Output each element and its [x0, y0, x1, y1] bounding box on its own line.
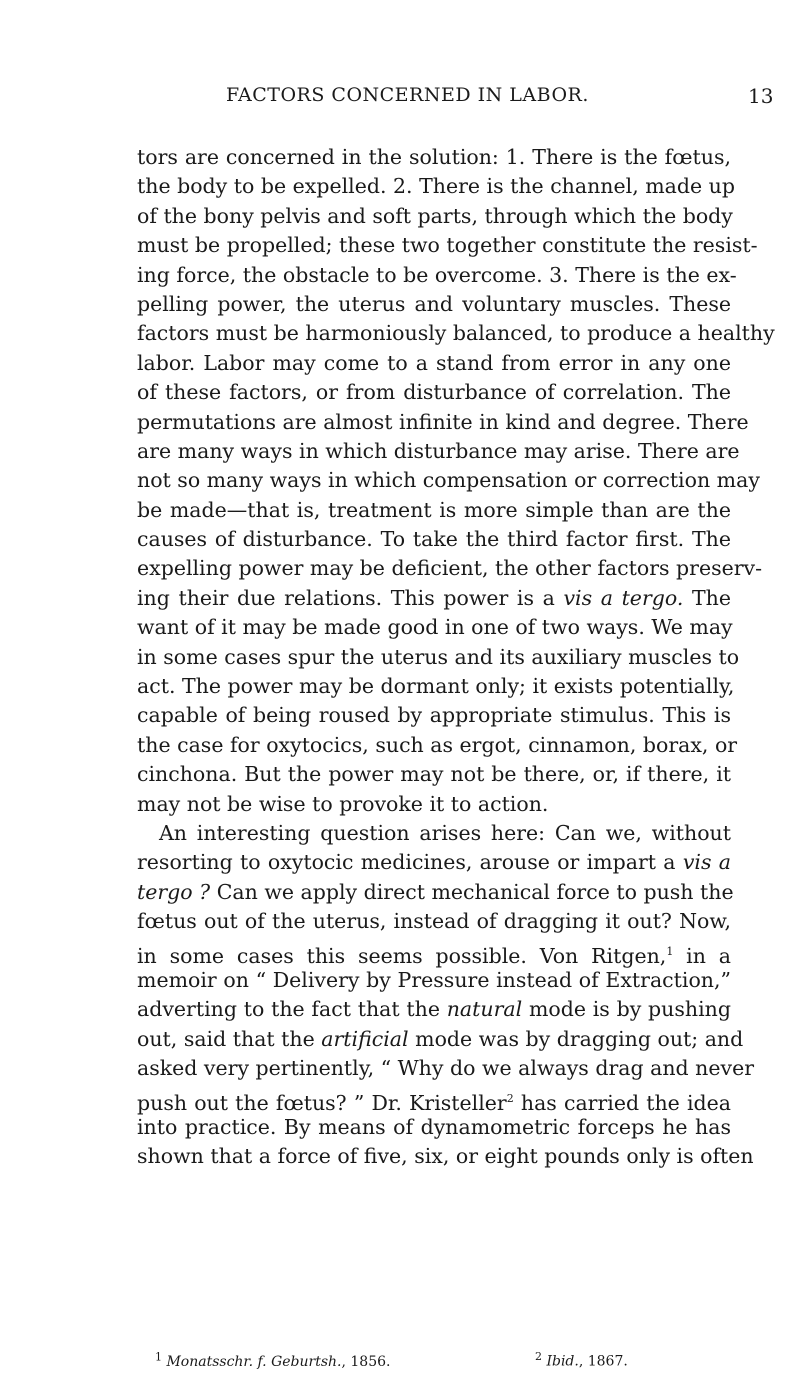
- footnotes: [155, 1350, 628, 1370]
- footnote-ref: 1: [666, 944, 674, 958]
- text-line: fœtus out of the uterus, instead of dragging it out? Now,: [137, 909, 731, 934]
- text-line: memoir on “ Delivery by Pressure instead of Extraction,”: [137, 967, 731, 992]
- text-line: the case for oxytocics, such as ergot, cinnamon, borax, or: [137, 732, 738, 757]
- text-line: in some cases spur the uterus and its auxiliary muscles to: [137, 644, 740, 669]
- text-line: the body to be expelled. 2. There is the channel, made up: [137, 174, 735, 199]
- text-line: expelling power may be deficient, the other factors preserv-: [137, 556, 763, 581]
- text-line: shown that a force of five, six, or eight pounds only is often: [137, 1144, 754, 1169]
- text-line: of the bony pelvis and soft parts, through which the body: [137, 203, 733, 228]
- text-line: ing their due relations. This power is a vis a tergo. The: [137, 585, 732, 610]
- text-line: permutations are almost infinite in kind and degree. There: [137, 409, 749, 434]
- italic-phrase: tergo ?: [137, 879, 211, 904]
- text-line: resorting to oxytocic medicines, arouse or impart a vis a: [137, 850, 731, 875]
- text-line: may not be wise to provoke it to action.: [137, 791, 549, 816]
- text-line: of these factors, or from disturbance of correlation. The: [137, 380, 731, 405]
- text-line: must be propelled; these two together constitute the resist-: [137, 233, 758, 258]
- text-line: pelling power, the uterus and voluntary muscles. These: [137, 291, 731, 316]
- footnote-ref: 2: [506, 1091, 514, 1105]
- text-line: out, said that the artificial mode was by dragging out; and: [137, 1026, 744, 1051]
- text-line: cinchona. But the power may not be there, or, if there, it: [137, 762, 731, 787]
- text-line: adverting to the fact that the natural mode is by pushing: [137, 997, 731, 1022]
- italic-phrase: vis a tergo.: [563, 585, 684, 610]
- text-line: ing force, the obstacle to be overcome. 3. There is the ex-: [137, 262, 737, 287]
- text-line: act. The power may be dormant only; it exists potentially,: [137, 674, 735, 699]
- text-line: tors are concerned in the solution: 1. There is the fœtus,: [137, 145, 731, 169]
- footnote-2: $^2$ Ibid., 1867.: [535, 1350, 628, 1370]
- page-number: 13: [748, 84, 774, 108]
- text-line: not so many ways in which compensation or correction may: [137, 468, 760, 493]
- text-line: An interesting question arises here: Can we, without: [159, 820, 731, 845]
- text-line: tergo ? Can we apply direct mechanical force to push the: [137, 879, 734, 904]
- text-line: be made—that is, treatment is more simple than are the: [137, 497, 731, 522]
- text-line: push out the fœtus? ” Dr. Kristeller$^2$ has carried the idea: [137, 1090, 731, 1115]
- footnote-1: $^1$ Monatsschr. f. Geburtsh., 1856.: [155, 1350, 391, 1370]
- text-line: in some cases this seems possible. Von Ritgen,$^1$ in a: [137, 943, 731, 968]
- text-line: want of it may be made good in one of two ways. We may: [137, 615, 733, 640]
- text-line: causes of disturbance. To take the third factor first. The: [137, 527, 731, 552]
- body-text: [137, 143, 775, 1172]
- running-title: FACTORS CONCERNED IN LABOR.: [226, 84, 589, 106]
- text-line: capable of being roused by appropriate stimulus. This is: [137, 703, 731, 728]
- italic-phrase: artificial: [321, 1026, 409, 1051]
- italic-phrase: vis a: [682, 850, 731, 875]
- text-line: asked very pertinently, “ Why do we always drag and never: [137, 1056, 755, 1081]
- text-line: factors must be harmoniously balanced, to produce a healthy: [137, 321, 775, 346]
- text-line: labor. Labor may come to a stand from error in any one: [137, 350, 731, 375]
- italic-phrase: natural: [446, 997, 523, 1022]
- text-line: into practice. By means of dynamometric forceps he has: [137, 1114, 731, 1139]
- text-line: are many ways in which disturbance may arise. There are: [137, 438, 740, 463]
